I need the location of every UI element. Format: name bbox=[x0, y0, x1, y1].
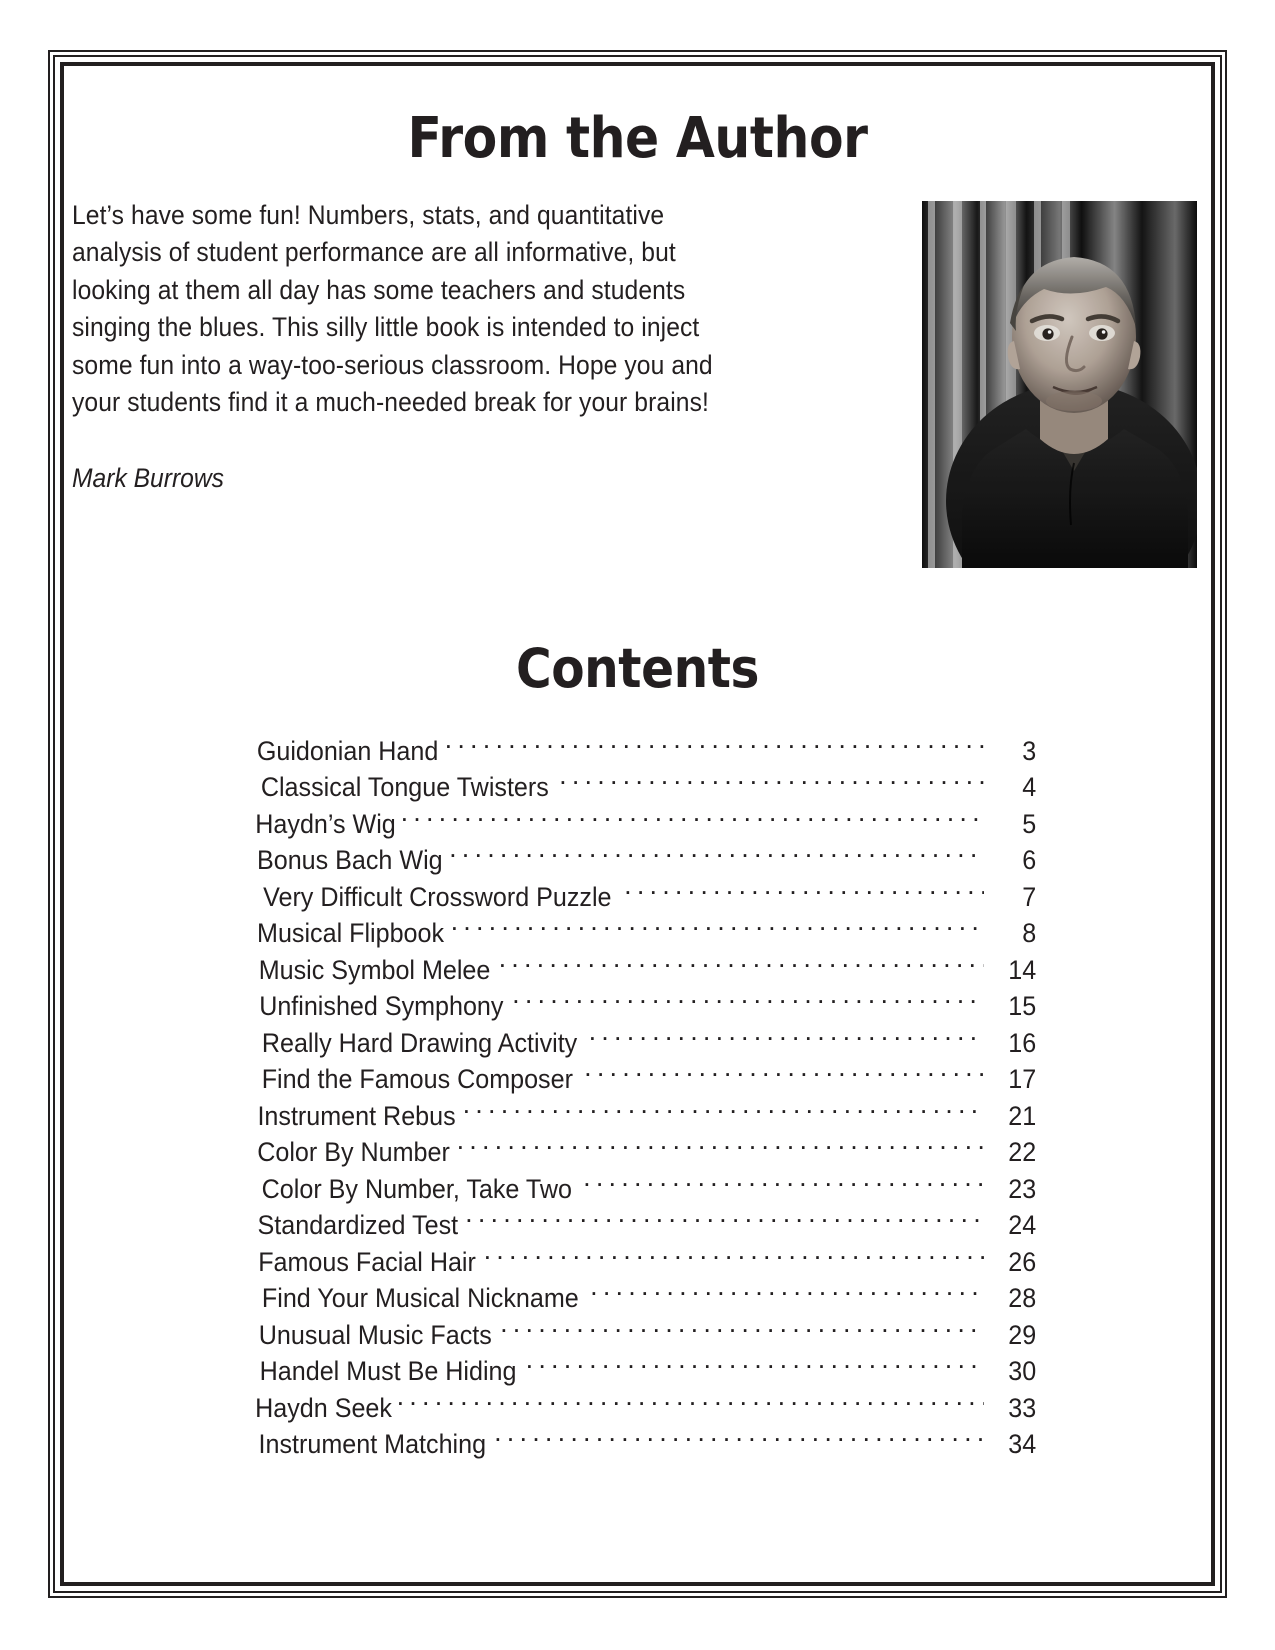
toc-entry-page-number: 33 bbox=[1007, 1392, 1036, 1423]
toc-entry-page-number: 34 bbox=[1007, 1429, 1036, 1459]
toc-dot-leader bbox=[499, 952, 984, 979]
toc-entry-title: Find Your Musical Nickname bbox=[261, 1283, 579, 1313]
toc-entry-page-number: 30 bbox=[1007, 1356, 1036, 1386]
toc-entry-page-number: 17 bbox=[1007, 1064, 1036, 1094]
toc-entry[interactable] bbox=[250, 1280, 1038, 1317]
toc-entry-title: Color By Number bbox=[256, 1137, 450, 1167]
toc-entry[interactable] bbox=[250, 1353, 1038, 1390]
toc-entry-page-number: 29 bbox=[1007, 1319, 1036, 1350]
toc-entry[interactable] bbox=[250, 952, 1038, 989]
toc-entry-title: Handel Must Be Hiding bbox=[259, 1356, 516, 1386]
toc-entry-title: Haydn Seek bbox=[254, 1392, 392, 1423]
toc-entry-title: Famous Facial Hair bbox=[257, 1246, 476, 1277]
toc-entry-title: Music Symbol Melee bbox=[258, 954, 490, 985]
toc-dot-leader bbox=[583, 1171, 983, 1198]
author-section bbox=[72, 197, 1203, 577]
toc-entry-page-number: 8 bbox=[1021, 918, 1036, 948]
toc-entry-page-number: 28 bbox=[1007, 1283, 1036, 1313]
toc-dot-leader bbox=[445, 733, 984, 760]
toc-entry-page-number: 23 bbox=[1007, 1173, 1036, 1204]
toc-entry[interactable] bbox=[250, 988, 1038, 1025]
toc-entry[interactable] bbox=[250, 806, 1038, 843]
toc-entry-title: Haydn’s Wig bbox=[254, 808, 396, 839]
toc-entry-page-number: 7 bbox=[1021, 881, 1036, 912]
toc-dot-leader bbox=[484, 1244, 984, 1271]
toc-dot-leader bbox=[465, 1207, 983, 1234]
toc-dot-leader bbox=[494, 1426, 983, 1453]
toc-entry[interactable] bbox=[250, 769, 1038, 806]
toc-entry-title: Guidonian Hand bbox=[256, 735, 438, 766]
toc-entry-page-number: 4 bbox=[1021, 772, 1036, 802]
toc-entry-title: Really Hard Drawing Activity bbox=[261, 1027, 577, 1058]
toc-entry-title: Musical Flipbook bbox=[256, 918, 444, 948]
author-message-paragraph: Let’s have some fun! Numbers, stats, and quantitative analysis of student performance are all informative, but looking at them all day has some teachers and students singing the blues. This silly little book is intended to inject some fun into a way-too-serious classroom. Hope you and your students find it a much-needed break for your brains! bbox=[72, 199, 713, 417]
toc-entry[interactable] bbox=[250, 733, 1038, 770]
toc-entry-page-number: 24 bbox=[1007, 1210, 1036, 1240]
toc-entry[interactable] bbox=[250, 1171, 1038, 1208]
toc-entry-title: Find the Famous Composer bbox=[261, 1064, 573, 1094]
toc-entry-title: Very Difficult Crossword Puzzle bbox=[262, 881, 612, 912]
toc-entry[interactable] bbox=[250, 1244, 1038, 1281]
toc-dot-leader bbox=[589, 1025, 984, 1052]
toc-entry[interactable] bbox=[250, 842, 1038, 879]
toc-dot-leader bbox=[500, 1317, 983, 1344]
toc-dot-leader bbox=[559, 769, 983, 796]
toc-entry-title: Standardized Test bbox=[257, 1210, 458, 1240]
toc-entry[interactable] bbox=[250, 1390, 1038, 1427]
toc-dot-leader bbox=[457, 1134, 984, 1161]
toc-dot-leader bbox=[584, 1061, 983, 1088]
contents-heading: Contents bbox=[515, 636, 759, 700]
toc-entry[interactable] bbox=[250, 1025, 1038, 1062]
toc-entry-page-number: 14 bbox=[1007, 954, 1036, 985]
toc-entry[interactable] bbox=[250, 1134, 1038, 1171]
toc-entry-title: Instrument Rebus bbox=[256, 1100, 456, 1131]
toc-entry-page-number: 6 bbox=[1021, 845, 1036, 875]
toc-entry-page-number: 26 bbox=[1007, 1246, 1036, 1277]
page-content bbox=[72, 76, 1203, 1572]
toc-entry[interactable] bbox=[250, 1098, 1038, 1135]
toc-entry-page-number: 15 bbox=[1007, 991, 1036, 1021]
toc-dot-leader bbox=[590, 1280, 983, 1307]
toc-entry-page-number: 3 bbox=[1021, 735, 1036, 766]
toc-entry-page-number: 22 bbox=[1007, 1137, 1036, 1167]
toc-entry-title: Classical Tongue Twisters bbox=[260, 772, 549, 802]
toc-entry[interactable] bbox=[250, 915, 1038, 952]
toc-entry-title: Bonus Bach Wig bbox=[256, 845, 443, 875]
toc-dot-leader bbox=[512, 988, 983, 1015]
table-of-contents bbox=[238, 733, 1038, 1463]
toc-dot-leader bbox=[451, 915, 984, 942]
toc-entry[interactable] bbox=[250, 1061, 1038, 1098]
toc-dot-leader bbox=[397, 1390, 984, 1417]
author-signature: Mark Burrows bbox=[72, 462, 225, 493]
toc-entry-page-number: 5 bbox=[1021, 808, 1036, 839]
toc-dot-leader bbox=[449, 842, 983, 869]
toc-entry-page-number: 21 bbox=[1007, 1100, 1036, 1131]
toc-entry[interactable] bbox=[250, 1207, 1038, 1244]
toc-entry[interactable] bbox=[250, 1426, 1038, 1463]
toc-dot-leader bbox=[526, 1353, 984, 1380]
toc-dot-leader bbox=[463, 1098, 984, 1125]
toc-entry-title: Instrument Matching bbox=[258, 1429, 486, 1459]
toc-entry-page-number: 16 bbox=[1007, 1027, 1036, 1058]
from-the-author-heading: From the Author bbox=[407, 106, 868, 171]
toc-entry[interactable] bbox=[250, 1317, 1038, 1354]
author-portrait-image bbox=[922, 201, 1197, 568]
toc-entry-title: Unusual Music Facts bbox=[258, 1319, 492, 1350]
author-portrait bbox=[922, 201, 1197, 568]
toc-dot-leader bbox=[401, 806, 984, 833]
toc-entry[interactable] bbox=[250, 879, 1038, 916]
toc-entry-title: Unfinished Symphony bbox=[258, 991, 503, 1021]
toc-dot-leader bbox=[624, 879, 983, 906]
toc-entry-title: Color By Number, Take Two bbox=[261, 1173, 572, 1204]
